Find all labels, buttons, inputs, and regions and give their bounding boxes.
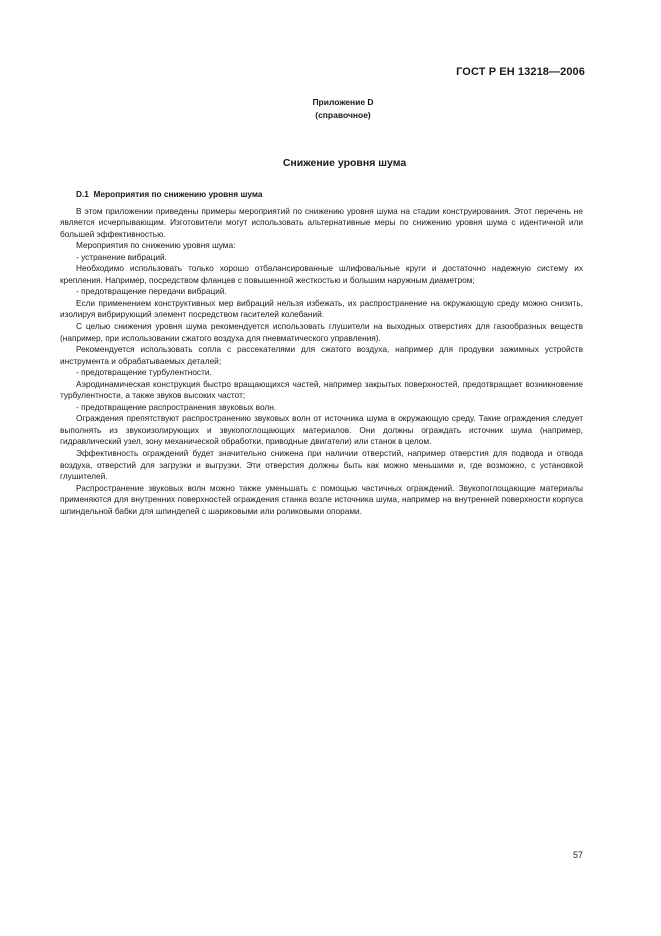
paragraph: Аэродинамическая конструкция быстро вращающихся частей, например закрытых поверхностей, предотвращает возникновение турбулентности, а также звуков высоких частот; xyxy=(60,378,583,401)
paragraph: Если применением конструктивных мер вибраций нельзя избежать, их распространение на окружающую среду можно снизить, изолируя вибрирующий элемент посредством гасителей колебаний. xyxy=(60,297,583,320)
subsection-number: D.1 xyxy=(76,189,89,199)
list-item: - устранение вибраций. xyxy=(76,251,167,262)
paragraph: Ограждения препятствуют распространению звуковых волн от источника шума в окружающую среду. Такие ограждения следует выполнять из звукоизолирующих и звукопоглощающих материалов. Они должны ограждать источник шума (например, гидравлический узел, зону механической обработки, приводные двигатели) или станок в целом. xyxy=(60,413,583,447)
paragraph: Распространение звуковых волн можно также уменьшать с помощью частичных ограждений. Звукопоглощающие материалы применяются для внутренних поверхностей ограждения станка возле источника шума, например на внутренней поверхности корпуса шпиндельной бабки для шпинделей с шариковыми или роликовыми опорами. xyxy=(60,482,583,516)
subsection-title: Мероприятия по снижению уровня шума xyxy=(93,189,263,199)
section-heading: Снижение уровня шума xyxy=(282,157,407,169)
document-id: ГОСТ Р ЕН 13218—2006 xyxy=(456,66,585,78)
paragraph: В этом приложении приведены примеры мероприятий по снижению уровня шума на стадии конструирования. Этот перечень не является исчерпывающим. Изготовители могут использовать альтернативные меры по снижению уровня шума с идентичной или большей эффективностью. xyxy=(60,205,583,239)
annex-subtitle: (справочное) xyxy=(315,110,371,120)
paragraph: Мероприятия по снижению уровня шума: xyxy=(76,240,236,251)
list-item: - предотвращение турбулентности. xyxy=(76,367,212,378)
paragraph: Необходимо использовать только хорошо отбалансированные шлифовальные круги и достаточно надежную систему их крепления. Например, посредством фланцев с повышенной жесткостью и большим наружным диаметром; xyxy=(60,263,583,285)
paragraph: Эффективность ограждений будет значительно снижена при наличии отверстий, например отверстия для подвода и отвода воздуха, отверстий для загрузки и выгрузки. Эти отверстия должны быть как можно меньшими и, где возможно, с установкой глушителей. xyxy=(60,448,583,482)
paragraph: Рекомендуется использовать сопла с рассекателями для сжатого воздуха, например для продувки зажимных устройств инструмента и обрабатываемых деталей; xyxy=(60,344,583,366)
list-item: - предотвращение передачи вибраций. xyxy=(76,286,227,297)
subsection-heading xyxy=(60,189,583,201)
list-item: - предотвращение распространения звуковых волн. xyxy=(76,401,277,412)
paragraph: С целью снижения уровня шума рекомендуется использовать глушители на выходных отверстиях для газообразных веществ (например, при использовании сжатого воздуха для пневматического управления). xyxy=(60,321,583,343)
annex-title: Приложение D xyxy=(312,97,374,107)
annex-block xyxy=(0,96,661,122)
body-text xyxy=(60,189,583,517)
page-number: 57 xyxy=(572,850,583,860)
